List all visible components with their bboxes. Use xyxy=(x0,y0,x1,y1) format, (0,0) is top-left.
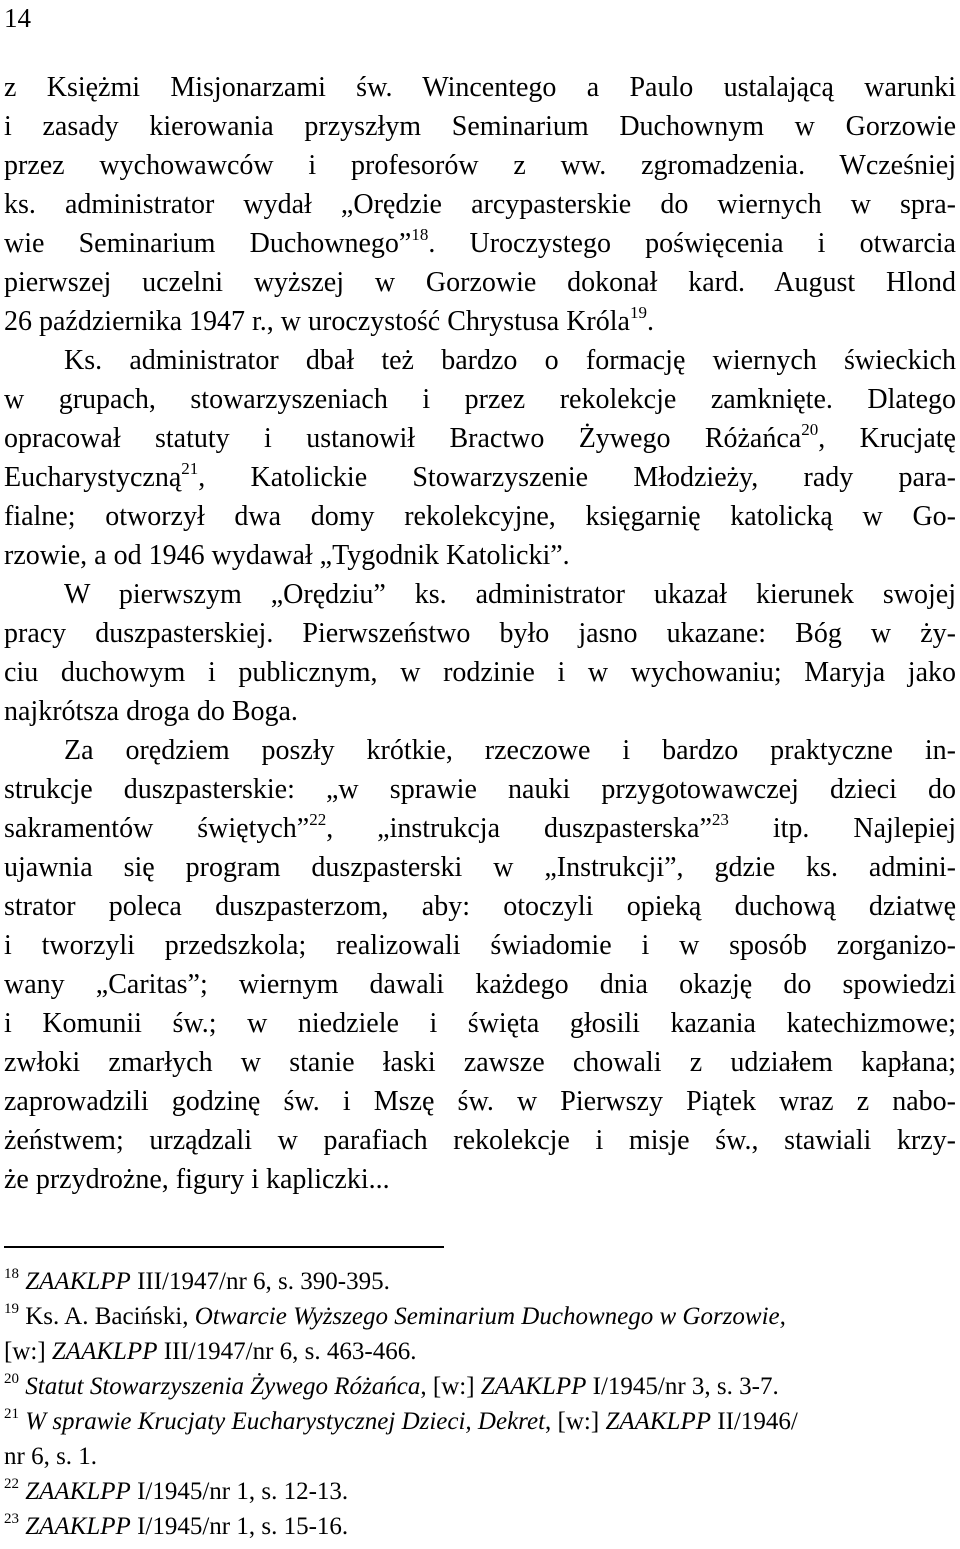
footnote-number: 22 xyxy=(4,1476,19,1492)
text-line xyxy=(4,224,956,263)
footnote-number: 19 xyxy=(4,1301,19,1317)
text-line: przez wychowawców i profesorów z ww. zgromadzenia. Wcześniej xyxy=(4,150,956,181)
text-line: Ks. administrator dbał też bardzo o formację wiernych świeckich xyxy=(64,345,956,376)
text-span: 26 października 1947 r., w uroczystość Chrystusa Króla xyxy=(4,306,630,337)
text-line: pracy duszpasterskiej. Pierwszeństwo było jasno ukazane: Bóg w ży- xyxy=(4,618,956,649)
footnote-19 xyxy=(4,1299,956,1334)
text-span: , Krucjatę xyxy=(818,423,956,454)
text-line: i tworzyli przedszkola; realizowali świadomie i w sposób zorganizo- xyxy=(4,930,956,961)
text-line: zwłoki zmarłych w stanie łaski zawsze chowali z udziałem kapłana; xyxy=(4,1047,956,1078)
footnote-22 xyxy=(4,1474,956,1509)
text-span: , „instrukcja duszpasterska” xyxy=(326,813,712,844)
text-line: rzowie, a od 1946 wydawał „Tygodnik Katolicki”. xyxy=(4,540,570,571)
text-line: fialne; otworzył dwa domy rekolekcyjne, księgarnię katolicką w Go- xyxy=(4,501,956,532)
footnote-20 xyxy=(4,1369,956,1404)
footnote-text: Ks. A. Baciński, xyxy=(25,1303,195,1330)
text-line: wany „Caritas”; wiernym dawali każdego dnia okazję do spowiedzi xyxy=(4,969,956,1000)
text-line: najkrótsza droga do Boga. xyxy=(4,696,298,727)
footnote-text: ZAAKLPP xyxy=(605,1408,712,1435)
footnote-text: , [w:] xyxy=(545,1408,606,1435)
text-line: ciu duchowym i publicznym, w rodzinie i w wychowaniu; Maryja jako xyxy=(4,657,956,688)
text-line: strator poleca duszpasterzom, aby: otoczyli opieką duchową dziatwę xyxy=(4,891,956,922)
text-line: z Księżmi Misjonarzami św. Wincentego a Paulo ustalającą warunki xyxy=(4,72,956,103)
text-span: . Uroczystego poświęcenia i otwarcia xyxy=(428,228,956,259)
footnote-ref-21: 21 xyxy=(181,459,199,478)
text-line: żeństwem; urządzali w parafiach rekolekcje i misje św., stawiali krzy- xyxy=(4,1125,956,1156)
footnote-19-cont xyxy=(4,1334,956,1369)
footnote-ref-18: 18 xyxy=(411,225,429,244)
footnote-text: I/1945/nr 1, s. 12-13. xyxy=(130,1478,349,1505)
text-span: . xyxy=(646,306,654,337)
text-line: i Komunii św.; w niedziele i święta głosili kazania katechizmowe; xyxy=(4,1008,956,1039)
footnote-text: [w:] xyxy=(4,1338,52,1365)
footnote-number: 18 xyxy=(4,1266,19,1282)
text-span: Eucharystyczną xyxy=(4,462,182,493)
footnote-text: ZAAKLPP xyxy=(25,1268,131,1295)
text-line: i zasady kierowania przyszłym Seminarium Duchownym w Gorzowie xyxy=(4,111,956,142)
text-line: Za orędziem poszły krótkie, rzeczowe i bardzo praktyczne in- xyxy=(64,735,956,766)
footnote-ref-22: 22 xyxy=(309,810,327,829)
footnote-23 xyxy=(4,1509,956,1544)
text-line: pierwszej uczelni wyższej w Gorzowie dokonał kard. August Hlond xyxy=(4,267,956,298)
footnote-separator xyxy=(4,1246,444,1248)
footnote-text: ZAAKLPP xyxy=(480,1373,587,1400)
text-line: strukcje duszpasterskie: „w sprawie nauki przygotowawczej dzieci do xyxy=(4,774,956,805)
footnote-text: III/1947/nr 6, s. 390-395. xyxy=(130,1268,390,1295)
footnote-text: II/1946/ xyxy=(711,1408,798,1435)
footnote-number: 21 xyxy=(4,1406,19,1422)
footnote-text: , [w:] xyxy=(420,1373,481,1400)
page-number: 14 xyxy=(4,3,31,33)
footnote-text: ZAAKLPP xyxy=(25,1478,131,1505)
footnote-text: ZAAKLPP xyxy=(25,1513,131,1540)
text-line xyxy=(4,458,956,497)
footnote-21 xyxy=(4,1404,956,1439)
footnote-ref-20: 20 xyxy=(801,420,819,439)
footnote-ref-19: 19 xyxy=(629,303,647,322)
footnote-text: III/1947/nr 6, s. 463-466. xyxy=(157,1338,417,1365)
text-span: opracował statuty i ustanowił Bractwo Żywego Różańca xyxy=(4,423,802,454)
text-line: że przydrożne, figury i kapliczki... xyxy=(4,1164,390,1195)
text-span: itp. Najlepiej xyxy=(728,813,956,844)
text-line xyxy=(4,302,956,341)
footnote-number: 23 xyxy=(4,1511,19,1527)
text-span: , Katolickie Stowarzyszenie Młodzieży, rady para- xyxy=(198,462,956,493)
text-line xyxy=(4,419,956,458)
footnote-21-cont xyxy=(4,1439,956,1474)
footnote-number: 20 xyxy=(4,1371,19,1387)
footnote-text: Statut Stowarzyszenia Żywego Różańca xyxy=(25,1373,421,1400)
text-line: ks. administrator wydał „Orędzie arcypasterskie do wiernych w spra- xyxy=(4,189,956,220)
footnote-18 xyxy=(4,1264,956,1299)
text-line: w grupach, stowarzyszeniach i przez rekolekcje zamknięte. Dlatego xyxy=(4,384,956,415)
footnote-text: ZAAKLPP xyxy=(51,1338,158,1365)
text-span: wie Seminarium Duchownego” xyxy=(4,228,412,259)
footnote-text: Otwarcie Wyższego Seminarium Duchownego w Gorzowie, xyxy=(194,1303,786,1330)
footnote-text: nr 6, s. 1. xyxy=(4,1443,98,1470)
footnote-text: I/1945/nr 1, s. 15-16. xyxy=(130,1513,349,1540)
text-line: ujawnia się program duszpasterski w „Instrukcji”, gdzie ks. admini- xyxy=(4,852,956,883)
text-line xyxy=(4,809,956,848)
footnote-ref-23: 23 xyxy=(711,810,729,829)
text-span: sakramentów świętych” xyxy=(4,813,310,844)
footnote-text: W sprawie Krucjaty Eucharystycznej Dzieci, Dekret xyxy=(25,1408,546,1435)
footnote-text: I/1945/nr 3, s. 3-7. xyxy=(586,1373,779,1400)
text-line: zaprowadzili godzinę św. i Mszę św. w Pierwszy Piątek wraz z nabo- xyxy=(4,1086,956,1117)
text-line: W pierwszym „Orędziu” ks. administrator ukazał kierunek swojej xyxy=(64,579,956,610)
